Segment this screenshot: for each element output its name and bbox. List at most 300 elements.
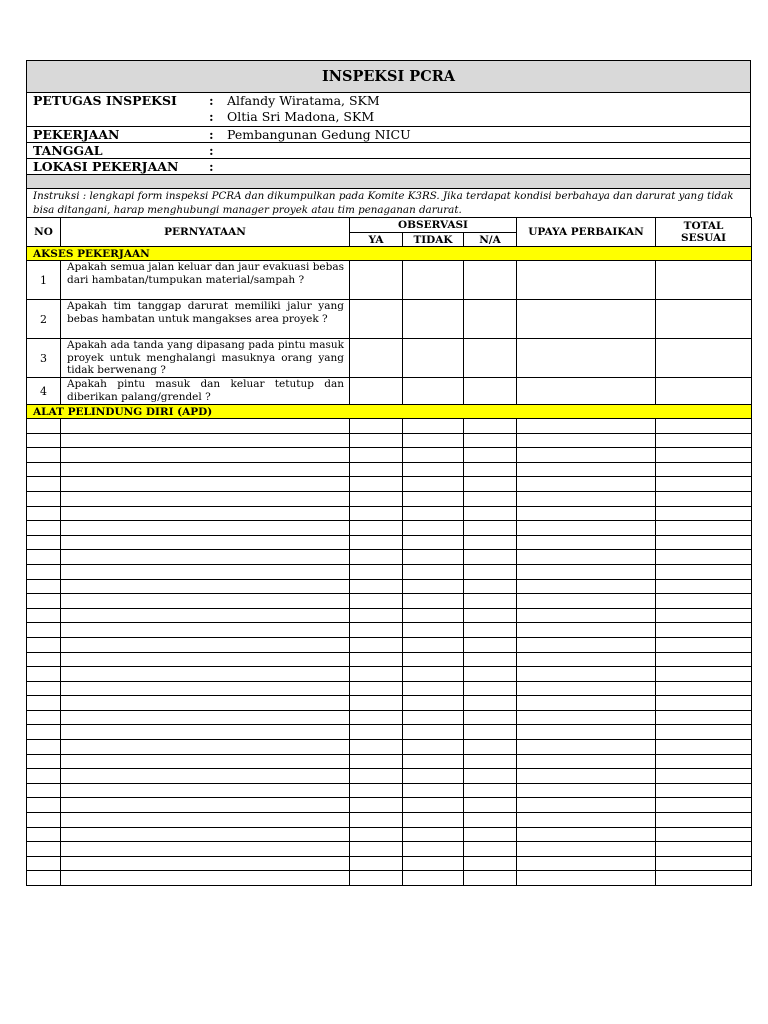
- blank-cell[interactable]: [27, 535, 61, 550]
- item-statement: Apakah pintu masuk dan keluar tetutup dan diberikan palang/grendel ?: [61, 378, 350, 405]
- blank-cell[interactable]: [350, 667, 403, 682]
- blank-cell[interactable]: [656, 871, 752, 886]
- blank-cell[interactable]: [61, 754, 350, 769]
- blank-cell[interactable]: [656, 696, 752, 711]
- tanggal-label: TANGGAL: [33, 143, 103, 158]
- blank-cell[interactable]: [403, 871, 464, 886]
- tidak-cell[interactable]: [403, 378, 464, 405]
- blank-cell[interactable]: [656, 550, 752, 565]
- blank-cell[interactable]: [350, 842, 403, 857]
- ya-cell[interactable]: [350, 339, 403, 378]
- blank-cell[interactable]: [350, 827, 403, 842]
- blank-cell[interactable]: [350, 798, 403, 813]
- blank-cell[interactable]: [656, 740, 752, 755]
- blank-cell[interactable]: [61, 521, 350, 536]
- blank-cell[interactable]: [350, 725, 403, 740]
- blank-cell[interactable]: [656, 783, 752, 798]
- blank-cell[interactable]: [464, 696, 517, 711]
- blank-cell[interactable]: [464, 608, 517, 623]
- blank-cell[interactable]: [656, 813, 752, 828]
- ya-cell[interactable]: [350, 261, 403, 300]
- blank-cell[interactable]: [656, 491, 752, 506]
- blank-cell[interactable]: [61, 550, 350, 565]
- blank-cell[interactable]: [61, 477, 350, 492]
- total-cell[interactable]: [656, 339, 752, 378]
- blank-cell[interactable]: [517, 579, 656, 594]
- blank-cell[interactable]: [61, 448, 350, 463]
- blank-cell[interactable]: [27, 769, 61, 784]
- blank-cell[interactable]: [27, 842, 61, 857]
- upaya-cell[interactable]: [517, 339, 656, 378]
- blank-row: [27, 448, 752, 463]
- blank-cell[interactable]: [61, 783, 350, 798]
- blank-row: [27, 506, 752, 521]
- item-statement: Apakah semua jalan keluar dan jaur evakuasi bebas dari hambatan/tumpukan material/sampah ?: [61, 261, 350, 300]
- upaya-cell[interactable]: [517, 300, 656, 339]
- blank-cell[interactable]: [61, 579, 350, 594]
- blank-cell[interactable]: [656, 725, 752, 740]
- blank-cell[interactable]: [27, 521, 61, 536]
- blank-cell[interactable]: [656, 564, 752, 579]
- blank-row: [27, 433, 752, 448]
- blank-row: [27, 419, 752, 434]
- blank-cell[interactable]: [61, 856, 350, 871]
- blank-cell[interactable]: [656, 448, 752, 463]
- blank-cell[interactable]: [27, 740, 61, 755]
- na-cell[interactable]: [464, 339, 517, 378]
- blank-cell[interactable]: [61, 564, 350, 579]
- blank-cell[interactable]: [517, 521, 656, 536]
- blank-cell[interactable]: [350, 579, 403, 594]
- blank-cell[interactable]: [517, 827, 656, 842]
- blank-cell[interactable]: [517, 433, 656, 448]
- blank-cell[interactable]: [464, 550, 517, 565]
- blank-cell[interactable]: [350, 477, 403, 492]
- blank-cell[interactable]: [464, 535, 517, 550]
- blank-cell[interactable]: [403, 696, 464, 711]
- blank-cell[interactable]: [350, 608, 403, 623]
- blank-cell[interactable]: [464, 652, 517, 667]
- total-cell[interactable]: [656, 261, 752, 300]
- blank-cell[interactable]: [61, 637, 350, 652]
- blank-row: [27, 696, 752, 711]
- blank-cell[interactable]: [517, 448, 656, 463]
- blank-cell[interactable]: [350, 419, 403, 434]
- blank-cell[interactable]: [517, 550, 656, 565]
- form-title: INSPEKSI PCRA: [26, 60, 751, 93]
- blank-cell[interactable]: [27, 579, 61, 594]
- blank-cell[interactable]: [464, 448, 517, 463]
- blank-cell[interactable]: [61, 710, 350, 725]
- blank-cell[interactable]: [403, 506, 464, 521]
- blank-cell[interactable]: [464, 491, 517, 506]
- blank-cell[interactable]: [27, 608, 61, 623]
- blank-cell[interactable]: [27, 433, 61, 448]
- blank-cell[interactable]: [517, 477, 656, 492]
- blank-cell[interactable]: [350, 696, 403, 711]
- colon: :: [209, 159, 214, 174]
- blank-cell[interactable]: [27, 696, 61, 711]
- blank-cell[interactable]: [27, 462, 61, 477]
- blank-cell[interactable]: [27, 623, 61, 638]
- blank-cell[interactable]: [350, 754, 403, 769]
- blank-cell[interactable]: [61, 594, 350, 609]
- blank-cell[interactable]: [27, 594, 61, 609]
- blank-cell[interactable]: [517, 564, 656, 579]
- blank-cell[interactable]: [27, 419, 61, 434]
- blank-cell[interactable]: [403, 419, 464, 434]
- tidak-cell[interactable]: [403, 261, 464, 300]
- blank-cell[interactable]: [403, 448, 464, 463]
- ya-cell[interactable]: [350, 300, 403, 339]
- blank-cell[interactable]: [517, 608, 656, 623]
- blank-row: [27, 608, 752, 623]
- blank-cell[interactable]: [350, 506, 403, 521]
- blank-cell[interactable]: [27, 798, 61, 813]
- petugas-value-1: Alfandy Wiratama, SKM: [227, 93, 380, 108]
- blank-cell[interactable]: [464, 813, 517, 828]
- table-row: [27, 261, 752, 300]
- lokasi-row: [27, 159, 750, 175]
- blank-row: [27, 535, 752, 550]
- blank-cell[interactable]: [656, 419, 752, 434]
- blank-cell[interactable]: [656, 681, 752, 696]
- blank-cell[interactable]: [403, 769, 464, 784]
- ya-cell[interactable]: [350, 378, 403, 405]
- blank-cell[interactable]: [350, 783, 403, 798]
- blank-cell[interactable]: [403, 623, 464, 638]
- header-total: [656, 218, 752, 247]
- upaya-cell[interactable]: [517, 378, 656, 405]
- blank-cell[interactable]: [517, 491, 656, 506]
- blank-row: [27, 623, 752, 638]
- blank-cell[interactable]: [517, 842, 656, 857]
- blank-cell[interactable]: [464, 419, 517, 434]
- blank-cell[interactable]: [403, 491, 464, 506]
- blank-row: [27, 681, 752, 696]
- instruction-text: Instruksi : lengkapi form inspeksi PCRA dan dikumpulkan pada Komite K3RS. Jika terdapat kondisi berbahaya dan darurat yang tidak bisa ditangani, harap menghubungi manager proyek atau tim penaganan darurat.: [26, 189, 751, 217]
- section-header-row: [27, 405, 752, 419]
- blank-cell[interactable]: [350, 813, 403, 828]
- blank-cell[interactable]: [656, 856, 752, 871]
- blank-cell[interactable]: [61, 535, 350, 550]
- blank-cell[interactable]: [350, 462, 403, 477]
- blank-cell[interactable]: [464, 667, 517, 682]
- item-number: 2: [27, 300, 61, 339]
- na-cell[interactable]: [464, 261, 517, 300]
- blank-cell[interactable]: [403, 579, 464, 594]
- blank-cell[interactable]: [403, 754, 464, 769]
- blank-cell[interactable]: [464, 594, 517, 609]
- blank-cell[interactable]: [350, 491, 403, 506]
- blank-cell[interactable]: [403, 608, 464, 623]
- blank-cell[interactable]: [656, 667, 752, 682]
- blank-cell[interactable]: [27, 506, 61, 521]
- blank-cell[interactable]: [27, 827, 61, 842]
- blank-cell[interactable]: [403, 550, 464, 565]
- blank-row: [27, 462, 752, 477]
- blank-cell[interactable]: [61, 725, 350, 740]
- table-row: [27, 339, 752, 378]
- blank-cell[interactable]: [464, 710, 517, 725]
- blank-cell[interactable]: [403, 740, 464, 755]
- blank-cell[interactable]: [27, 491, 61, 506]
- blank-cell[interactable]: [517, 535, 656, 550]
- blank-cell[interactable]: [61, 827, 350, 842]
- blank-cell[interactable]: [350, 769, 403, 784]
- blank-cell[interactable]: [350, 535, 403, 550]
- blank-cell[interactable]: [350, 681, 403, 696]
- blank-cell[interactable]: [350, 521, 403, 536]
- blank-cell[interactable]: [464, 681, 517, 696]
- blank-cell[interactable]: [517, 871, 656, 886]
- blank-cell[interactable]: [27, 448, 61, 463]
- blank-cell[interactable]: [403, 856, 464, 871]
- blank-cell[interactable]: [517, 637, 656, 652]
- blank-row: [27, 725, 752, 740]
- blank-cell[interactable]: [403, 652, 464, 667]
- blank-cell[interactable]: [27, 550, 61, 565]
- blank-cell[interactable]: [464, 769, 517, 784]
- blank-cell[interactable]: [61, 419, 350, 434]
- blank-cell[interactable]: [517, 856, 656, 871]
- blank-cell[interactable]: [403, 667, 464, 682]
- blank-cell[interactable]: [464, 725, 517, 740]
- blank-cell[interactable]: [61, 506, 350, 521]
- blank-cell[interactable]: [464, 798, 517, 813]
- blank-cell[interactable]: [464, 579, 517, 594]
- tanggal-value[interactable]: [227, 143, 750, 158]
- upaya-cell[interactable]: [517, 261, 656, 300]
- blank-cell[interactable]: [517, 462, 656, 477]
- blank-cell[interactable]: [350, 623, 403, 638]
- blank-cell[interactable]: [517, 813, 656, 828]
- blank-cell[interactable]: [27, 477, 61, 492]
- blank-cell[interactable]: [517, 798, 656, 813]
- blank-cell[interactable]: [350, 652, 403, 667]
- blank-cell[interactable]: [27, 667, 61, 682]
- section-header-row: [27, 247, 752, 261]
- blank-row: [27, 594, 752, 609]
- blank-cell[interactable]: [27, 754, 61, 769]
- blank-cell[interactable]: [61, 681, 350, 696]
- header-upaya: UPAYA PERBAIKAN: [517, 218, 656, 247]
- blank-cell[interactable]: [403, 594, 464, 609]
- blank-cell[interactable]: [464, 623, 517, 638]
- blank-cell[interactable]: [517, 652, 656, 667]
- blank-cell[interactable]: [403, 842, 464, 857]
- blank-cell[interactable]: [403, 433, 464, 448]
- blank-cell[interactable]: [517, 754, 656, 769]
- blank-row: [27, 871, 752, 886]
- blank-cell[interactable]: [517, 594, 656, 609]
- blank-cell[interactable]: [403, 637, 464, 652]
- blank-cell[interactable]: [61, 667, 350, 682]
- blank-cell[interactable]: [656, 827, 752, 842]
- blank-cell[interactable]: [350, 740, 403, 755]
- checklist-table: [26, 217, 752, 886]
- blank-cell[interactable]: [464, 842, 517, 857]
- blank-cell[interactable]: [656, 477, 752, 492]
- item-number: 1: [27, 261, 61, 300]
- blank-cell[interactable]: [464, 783, 517, 798]
- blank-cell[interactable]: [464, 433, 517, 448]
- blank-row: [27, 477, 752, 492]
- blank-cell[interactable]: [61, 652, 350, 667]
- item-number: 4: [27, 378, 61, 405]
- blank-cell[interactable]: [350, 448, 403, 463]
- blank-cell[interactable]: [61, 491, 350, 506]
- blank-cell[interactable]: [656, 798, 752, 813]
- blank-cell[interactable]: [61, 608, 350, 623]
- blank-row: [27, 827, 752, 842]
- blank-cell[interactable]: [27, 856, 61, 871]
- blank-cell[interactable]: [61, 696, 350, 711]
- blank-cell[interactable]: [403, 564, 464, 579]
- blank-cell[interactable]: [464, 506, 517, 521]
- blank-cell[interactable]: [27, 564, 61, 579]
- blank-cell[interactable]: [27, 813, 61, 828]
- blank-cell[interactable]: [403, 710, 464, 725]
- blank-cell[interactable]: [61, 740, 350, 755]
- tidak-cell[interactable]: [403, 300, 464, 339]
- blank-cell[interactable]: [656, 535, 752, 550]
- blank-cell[interactable]: [61, 813, 350, 828]
- blank-cell[interactable]: [403, 535, 464, 550]
- blank-cell[interactable]: [656, 608, 752, 623]
- blank-cell[interactable]: [350, 594, 403, 609]
- blank-cell[interactable]: [464, 462, 517, 477]
- blank-cell[interactable]: [61, 433, 350, 448]
- blank-cell[interactable]: [61, 462, 350, 477]
- header-observasi: OBSERVASI: [350, 218, 517, 233]
- blank-cell[interactable]: [61, 769, 350, 784]
- blank-cell[interactable]: [656, 579, 752, 594]
- blank-row: [27, 754, 752, 769]
- blank-row: [27, 491, 752, 506]
- petugas-label: PETUGAS INSPEKSI: [33, 93, 177, 108]
- blank-cell[interactable]: [350, 856, 403, 871]
- blank-cell[interactable]: [517, 506, 656, 521]
- blank-cell[interactable]: [656, 594, 752, 609]
- blank-cell[interactable]: [403, 521, 464, 536]
- blank-cell[interactable]: [27, 725, 61, 740]
- blank-cell[interactable]: [517, 783, 656, 798]
- blank-cell[interactable]: [403, 477, 464, 492]
- tidak-cell[interactable]: [403, 339, 464, 378]
- table-row: [27, 378, 752, 405]
- blank-cell[interactable]: [350, 710, 403, 725]
- blank-cell[interactable]: [403, 725, 464, 740]
- petugas-values: [227, 93, 750, 126]
- lokasi-label: LOKASI PEKERJAAN: [33, 159, 179, 174]
- blank-cell[interactable]: [464, 521, 517, 536]
- blank-cell[interactable]: [517, 725, 656, 740]
- blank-cell[interactable]: [27, 681, 61, 696]
- item-statement: Apakah ada tanda yang dipasang pada pintu masuk proyek untuk menghalangi masuknya orang yang tidak berwenang ?: [61, 339, 350, 378]
- blank-cell[interactable]: [61, 871, 350, 886]
- blank-row: [27, 783, 752, 798]
- blank-cell[interactable]: [403, 681, 464, 696]
- pekerjaan-row: [27, 127, 750, 143]
- lokasi-value[interactable]: [227, 159, 750, 174]
- checklist-body: [27, 247, 752, 886]
- petugas-row: [27, 93, 750, 127]
- blank-cell[interactable]: [61, 842, 350, 857]
- blank-cell[interactable]: [464, 754, 517, 769]
- pekerjaan-label: PEKERJAAN: [33, 127, 120, 142]
- colon: :: [209, 109, 214, 124]
- header-no: NO: [27, 218, 61, 247]
- blank-row: [27, 579, 752, 594]
- blank-cell[interactable]: [656, 769, 752, 784]
- blank-cell[interactable]: [656, 433, 752, 448]
- total-cell[interactable]: [656, 378, 752, 405]
- blank-cell[interactable]: [403, 462, 464, 477]
- blank-cell[interactable]: [403, 783, 464, 798]
- blank-cell[interactable]: [656, 710, 752, 725]
- item-statement: Apakah tim tanggap darurat memiliki jalur yang bebas hambatan untuk mangakses area proyek ?: [61, 300, 350, 339]
- blank-cell[interactable]: [27, 710, 61, 725]
- blank-cell[interactable]: [350, 871, 403, 886]
- blank-cell[interactable]: [517, 667, 656, 682]
- na-cell[interactable]: [464, 300, 517, 339]
- blank-cell[interactable]: [403, 827, 464, 842]
- blank-cell[interactable]: [517, 681, 656, 696]
- blank-cell[interactable]: [350, 637, 403, 652]
- blank-cell[interactable]: [350, 550, 403, 565]
- blank-cell[interactable]: [61, 623, 350, 638]
- blank-cell[interactable]: [27, 871, 61, 886]
- blank-cell[interactable]: [464, 871, 517, 886]
- blank-cell[interactable]: [464, 564, 517, 579]
- blank-cell[interactable]: [403, 813, 464, 828]
- blank-cell[interactable]: [656, 521, 752, 536]
- blank-cell[interactable]: [517, 710, 656, 725]
- petugas-value-2: Oltia Sri Madona, SKM: [227, 109, 375, 124]
- blank-cell[interactable]: [656, 506, 752, 521]
- blank-cell[interactable]: [350, 564, 403, 579]
- blank-cell[interactable]: [464, 856, 517, 871]
- blank-cell[interactable]: [27, 637, 61, 652]
- blank-cell[interactable]: [517, 419, 656, 434]
- na-cell[interactable]: [464, 378, 517, 405]
- blank-cell[interactable]: [517, 769, 656, 784]
- blank-cell[interactable]: [517, 623, 656, 638]
- blank-cell[interactable]: [350, 433, 403, 448]
- blank-cell[interactable]: [517, 740, 656, 755]
- blank-row: [27, 521, 752, 536]
- blank-cell[interactable]: [656, 754, 752, 769]
- blank-cell[interactable]: [517, 696, 656, 711]
- blank-cell[interactable]: [656, 842, 752, 857]
- header-tidak: TIDAK: [403, 233, 464, 247]
- blank-cell[interactable]: [656, 462, 752, 477]
- blank-cell[interactable]: [656, 623, 752, 638]
- total-cell[interactable]: [656, 300, 752, 339]
- blank-cell[interactable]: [656, 637, 752, 652]
- blank-cell[interactable]: [61, 798, 350, 813]
- section-title: AKSES PEKERJAAN: [27, 247, 752, 261]
- blank-cell[interactable]: [403, 798, 464, 813]
- blank-cell[interactable]: [27, 783, 61, 798]
- blank-cell[interactable]: [464, 827, 517, 842]
- blank-cell[interactable]: [464, 637, 517, 652]
- blank-cell[interactable]: [464, 740, 517, 755]
- blank-cell[interactable]: [656, 652, 752, 667]
- blank-cell[interactable]: [27, 652, 61, 667]
- blank-cell[interactable]: [464, 477, 517, 492]
